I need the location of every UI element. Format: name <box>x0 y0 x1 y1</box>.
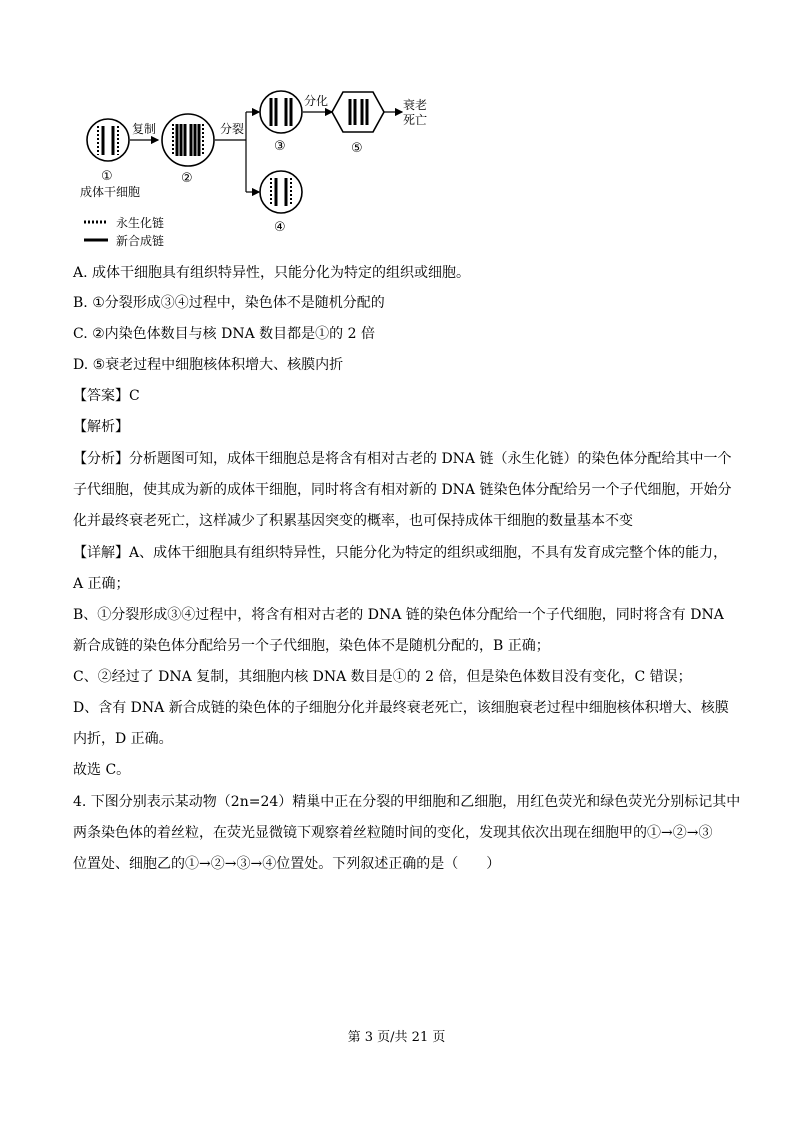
analysis-line-1: 【分析】分析题图可知，成体干细胞总是将含有相对古老的 DNA 链（永生化链）的染色体分配给其中一个 <box>73 451 732 467</box>
detail-line-2: A 正确； <box>73 576 130 592</box>
cell-4-daughter <box>260 171 302 213</box>
cell-1-stem-cell <box>87 119 129 161</box>
label-stem-cell: 成体干细胞 <box>80 185 141 199</box>
label-n4: ④ <box>274 220 286 235</box>
detail-line-6: D、含有 DNA 新合成链的染色体的子细胞分化并最终衰老死亡，该细胞衰老过程中细胞核体积增大、核膜 <box>73 700 729 716</box>
label-senescence-1: 衰老 <box>403 98 428 112</box>
analysis-heading: 【解析】 <box>73 419 129 435</box>
option-a: A. 成体干细胞具有组织特异性，只能分化为特定的组织或细胞。 <box>73 265 471 281</box>
question4-line-2: 两条染色体的着丝粒，在荧光显微镜下观察着丝粒随时间的变化，发现其依次出现在细胞甲的①→②→③ <box>73 825 713 841</box>
label-differentiate: 分化 <box>304 94 329 108</box>
detail-line-7: 内折，D 正确。 <box>73 731 173 747</box>
legend-new-strand: 新合成链 <box>116 234 165 248</box>
analysis-line-3: 化并最终衰老死亡，这样减少了积累基因突变的概率，也可保持成体干细胞的数量基本不变 <box>73 513 633 529</box>
detail-line-3: B、①分裂形成③④过程中，将含有相对古老的 DNA 链的染色体分配给一个子代细胞，同时将含有 DNA <box>73 607 724 623</box>
cell-2-replicated <box>162 114 214 166</box>
option-c: C. ②内染色体数目与核 DNA 数目都是①的 2 倍 <box>73 326 375 342</box>
page-footer: 第 3 页/共 21 页 <box>347 1030 446 1045</box>
option-d: D. ⑤衰老过程中细胞核体积增大、核膜内折 <box>73 357 344 373</box>
cell-5-differentiated <box>332 92 384 132</box>
option-b: B. ①分裂形成③④过程中，染色体不是随机分配的 <box>73 295 385 311</box>
label-n5: ⑤ <box>351 141 363 156</box>
label-divide: 分裂 <box>220 122 245 136</box>
final-choice: 故选 C。 <box>73 762 131 778</box>
label-senescence-2: 死亡 <box>403 113 428 127</box>
question4-line-3: 位置处、细胞乙的①→②→③→④位置处。下列叙述正确的是（ ） <box>73 856 501 872</box>
analysis-line-2: 子代细胞，使其成为新的成体干细胞，同时将含有相对新的 DNA 链染色体分配给另一个子代细胞，开始分 <box>73 482 732 498</box>
detail-line-1: 【详解】A、成体干细胞具有组织特异性，只能分化为特定的组织或细胞，不具有发育成完整个体的能力， <box>73 545 728 561</box>
label-n2: ② <box>181 171 193 186</box>
cell-3-daughter <box>260 91 302 133</box>
label-n3: ③ <box>274 139 286 154</box>
question4-line-1: 4. 下图分别表示某动物（2n=24）精巢中正在分裂的甲细胞和乙细胞，用红色荧光和绿色荧光分别标记其中 <box>73 794 741 810</box>
answer: 【答案】C <box>73 388 140 404</box>
label-n1: ① <box>101 169 113 184</box>
legend <box>84 215 164 248</box>
legend-immortal-strand: 永生化链 <box>116 216 165 230</box>
detail-line-5: C、②经过了 DNA 复制，其细胞内核 DNA 数目是①的 2 倍，但是染色体数目没有变化，C 错误； <box>73 669 692 685</box>
label-replicate: 复制 <box>132 122 157 136</box>
stem-cell-division-diagram <box>78 88 438 253</box>
detail-line-4: 新合成链的染色体分配给另一个子代细胞，染色体不是随机分配的，B 正确； <box>73 638 550 654</box>
